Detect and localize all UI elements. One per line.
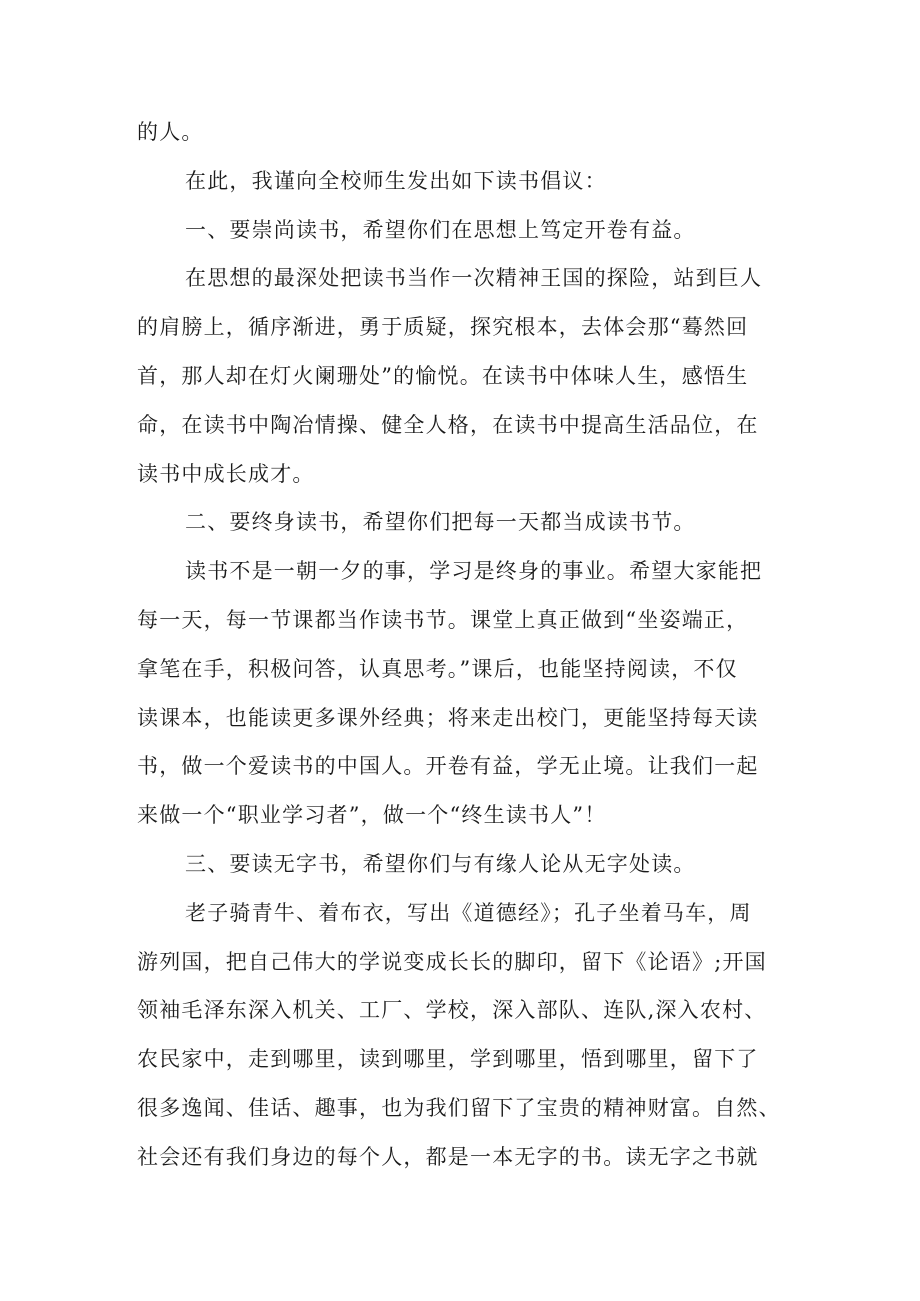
text-line: 读课本，也能读更多课外经典；将来走出校门，更能坚持每天读 [137,705,759,730]
text-line: 在思想的最深处把读书当作一次精神王国的探险，站到巨人 [185,266,763,291]
text-line: 拿笔在手，积极问答，认真思考。”课后，也能坚持阅读，不仅 [137,656,738,681]
text-line: 来做一个“职业学习者”，做一个“终生读书人”！ [137,803,607,828]
text-line: 游列国，把自己伟大的学说变成长长的脚印，留下《论语》;开国 [137,949,767,974]
text-line: 读书中成长成才。 [137,461,315,486]
text-line: 三、要读无字书，希望你们与有缘人论从无字处读。 [185,851,696,876]
text-line: 老子骑青牛、着布衣，写出《道德经》；孔子坐着马车，周 [185,900,752,925]
text-line: 书，做一个爱读书的中国人。开卷有益，学无止境。让我们一起 [137,754,759,779]
text-line: 首，那人却在灯火阑珊处”的愉悦。在读书中体味人生，感悟生 [137,363,749,388]
text-line: 很多逸闻、佳话、趣事，也为我们留下了宝贵的精神财富。自然、 [137,1095,781,1120]
text-line: 在此，我谨向全校师生发出如下读书倡议： [185,168,607,193]
text-line: 社会还有我们身边的每个人，都是一本无字的书。读无字之书就 [137,1144,759,1169]
text-line: 读书不是一朝一夕的事，学习是终身的事业。希望大家能把 [185,559,763,584]
text-line: 二、要终身读书，希望你们把每一天都当成读书节。 [185,510,696,535]
text-line: 每一天，每一节课都当作读书节。课堂上真正做到“坐姿端正， [137,607,749,632]
document-body [137,108,797,1182]
text-line: 一、要崇尚读书，希望你们在思想上笃定开卷有益。 [185,217,696,242]
text-line: 命，在读书中陶冶情操、健全人格，在读书中提高生活品位，在 [137,412,759,437]
text-line: 领袖毛泽东深入机关、工厂、学校，深入部队、连队,深入农村、 [137,998,767,1023]
text-line: 农民家中，走到哪里，读到哪里，学到哪里，悟到哪里，留下了 [137,1047,759,1072]
text-line: 的人。 [137,120,204,144]
text-line: 的肩膀上，循序渐进，勇于质疑，探究根本，去体会那“蓦然回 [137,315,749,340]
